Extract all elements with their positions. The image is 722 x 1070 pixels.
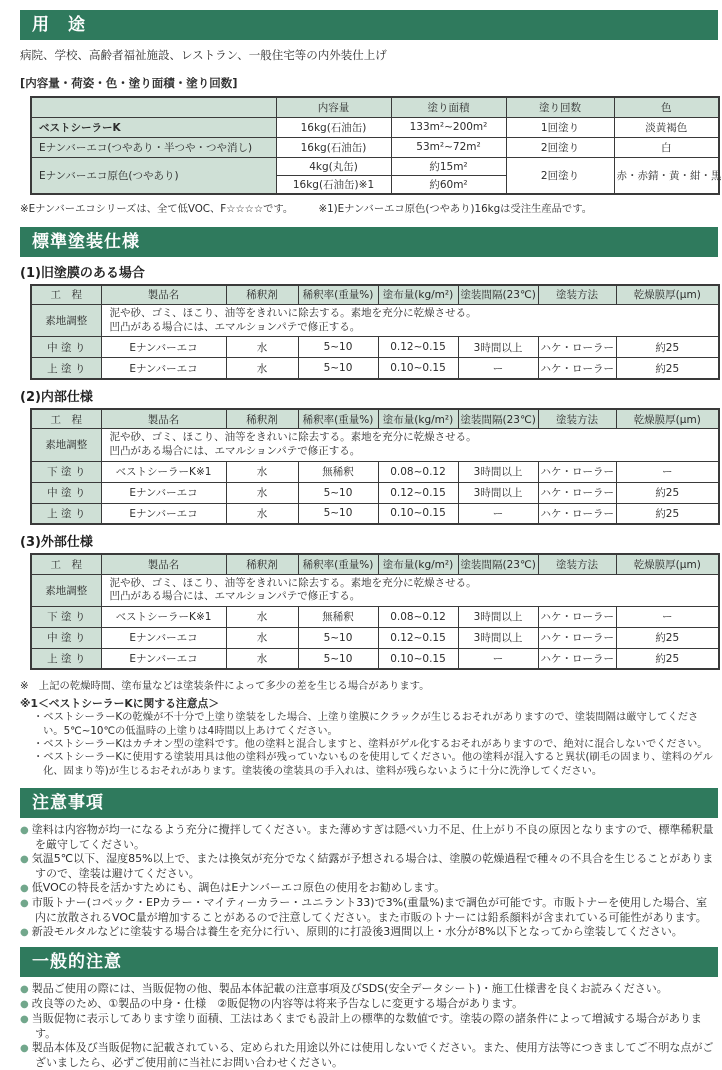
product-cell: Eナンバーエコ xyxy=(101,358,226,379)
area-cell: 133m²~200m² xyxy=(391,117,506,137)
column-header-dilution: 稀釈率(重量%) xyxy=(298,554,378,574)
spread-rate-cell: 0.12~0.15 xyxy=(378,337,458,358)
method-cell: ハケ・ローラー xyxy=(538,606,616,627)
column-header-interval: 塗装間隔(23℃) xyxy=(458,285,538,305)
method-cell: ハケ・ローラー xyxy=(538,358,616,379)
substrate-description-cell xyxy=(101,429,719,461)
caution-text: 低VOCの特長を活かすためにも、調色はEナンバーエコ原色の使用をお勧めします。 xyxy=(31,880,446,894)
substrate-desc-line1: 泥や砂、ゴミ、ほこり、油等をきれいに除去する。素地を充分に乾燥させる。 xyxy=(109,431,477,444)
general-notes-list xyxy=(20,982,718,1069)
column-header-film-thickness: 乾燥膜厚(μm) xyxy=(616,409,719,429)
volume-cell: 4kg(丸缶) xyxy=(276,157,391,175)
thinner-cell: 水 xyxy=(226,461,298,482)
spec-table-3 xyxy=(30,553,720,670)
column-header-spread-rate: 塗布量(kg/m²) xyxy=(378,409,458,429)
caution-item xyxy=(20,823,718,852)
thinner-cell: 水 xyxy=(226,648,298,669)
column-header-process: 工 程 xyxy=(31,554,101,574)
product-cell: Eナンバーエコ xyxy=(101,482,226,503)
volume-cell: 16kg(石油缶) xyxy=(276,137,391,157)
area-cell: 約15m² xyxy=(391,157,506,175)
table-row xyxy=(31,627,719,648)
table-row xyxy=(31,337,719,358)
table-header-row xyxy=(31,554,719,574)
process-cell: 下 塗 り xyxy=(31,606,101,627)
process-cell: 中 塗 り xyxy=(31,627,101,648)
column-header-film-thickness: 乾燥膜厚(μm) xyxy=(616,554,719,574)
column-header-color: 色 xyxy=(614,97,719,117)
interval-cell: 3時間以上 xyxy=(458,337,538,358)
section-header-usage: 用 途 xyxy=(20,10,718,40)
caution-text: 新設モルタルなどに塗装する場合は養生を充分に行い、原則的に打設後3週間以上・水分が8%以下となってから塗装してください。 xyxy=(31,924,683,938)
spread-rate-cell: 0.12~0.15 xyxy=(378,627,458,648)
table-row xyxy=(31,606,719,627)
product-cell: Eナンバーエコ xyxy=(101,503,226,524)
substrate-description-cell xyxy=(101,574,719,606)
column-header-spread-rate: 塗布量(kg/m²) xyxy=(378,285,458,305)
spec-general-note: ※ 上記の乾燥時間、塗布量などは塗装条件によって多少の差を生じる場合があります。 xyxy=(20,680,430,693)
dilution-cell: 5~10 xyxy=(298,503,378,524)
general-note-text: 改良等のため、①製品の中身・仕様 ②販促物の内容等は将来予告なしに変更する場合があります。 xyxy=(31,997,524,1011)
bullet-icon: ● xyxy=(20,926,29,938)
substrate-desc-line1: 泥や砂、ゴミ、ほこり、油等をきれいに除去する。素地を充分に乾燥させる。 xyxy=(109,307,477,319)
product-name-cell: Eナンバーエコ(つやあり・半つや・つや消し) xyxy=(31,137,276,157)
general-note-item xyxy=(20,997,718,1012)
substrate-row xyxy=(31,305,719,337)
column-header-coats: 塗り回数 xyxy=(506,97,614,117)
caution-item xyxy=(20,881,718,896)
process-cell: 下 塗 り xyxy=(31,461,101,482)
table-row xyxy=(31,503,719,524)
spread-rate-cell: 0.10~0.15 xyxy=(378,503,458,524)
dilution-cell: 無稀釈 xyxy=(298,606,378,627)
packaging-bracket-label: [内容量・荷姿・色・塗り面積・塗り回数] xyxy=(20,76,238,90)
film-thickness-cell: 約25 xyxy=(616,482,719,503)
column-header-product: 製品名 xyxy=(101,409,226,429)
product-name-cell: ベストシーラーK xyxy=(31,117,276,137)
footnote-order-product: ※1)Eナンバーエコ原色(つやあり)16kgは受注生産品です。 xyxy=(318,202,592,215)
coats-cell: 2回塗り xyxy=(506,137,614,157)
color-cell: 白 xyxy=(614,137,719,157)
dilution-cell: 5~10 xyxy=(298,482,378,503)
sealer-note-list xyxy=(33,711,718,778)
substrate-desc-line1: 泥や砂、ゴミ、ほこり、油等をきれいに除去する。素地を充分に乾燥させる。 xyxy=(109,576,477,589)
interval-cell: 3時間以上 xyxy=(458,461,538,482)
spread-rate-cell: 0.10~0.15 xyxy=(378,648,458,669)
product-cell: Eナンバーエコ xyxy=(101,648,226,669)
spread-rate-cell: 0.12~0.15 xyxy=(378,482,458,503)
column-header-process: 工 程 xyxy=(31,285,101,305)
film-thickness-cell: 約25 xyxy=(616,648,719,669)
method-cell: ハケ・ローラー xyxy=(538,461,616,482)
sealer-note-item: ・ベストシーラーKはカチオン型の塗料です。他の塗料と混合しますと、塗料がゲル化するおそれがありますので、絶対に混合しないでください。 xyxy=(33,738,708,751)
table-row xyxy=(31,137,719,157)
dilution-cell: 無稀釈 xyxy=(298,461,378,482)
color-cell: 淡黄褐色 xyxy=(614,117,719,137)
process-cell: 素地調整 xyxy=(31,574,101,606)
bullet-icon: ● xyxy=(20,999,29,1011)
caution-text: 気温5℃以下、湿度85%以上で、または換気が充分でなく結露が予想される場合は、塗膜の乾燥過程で種々の不具合を生じることがありますので、塗装は避けてください。 xyxy=(31,852,714,880)
film-thickness-cell: ー xyxy=(616,461,719,482)
general-note-text: 製品ご使用の際には、当販促物の他、製品本体記載の注意事項及びSDS(安全データシート)・施工仕様書を良くお読みください。 xyxy=(31,982,668,996)
usage-intro-text: 病院、学校、高齢者福祉施設、レストラン、一般住宅等の内外装仕上げ xyxy=(20,48,387,62)
sealer-note-item: ・ベストシーラーKに使用する塗装用具は他の塗料が残っていないものを使用してください。他の塗料が混入すると異状(刷毛の固まり、塗料のゲル化、固まり等)が生じるおそれがあります。塗装後の塗装具の手入れは、塗料が残らないように十分に洗浄してください。 xyxy=(33,751,713,777)
area-cell: 53m²~72m² xyxy=(391,137,506,157)
thinner-cell: 水 xyxy=(226,337,298,358)
column-header-product: 製品名 xyxy=(101,285,226,305)
dilution-cell: 5~10 xyxy=(298,358,378,379)
process-cell: 素地調整 xyxy=(31,305,101,337)
column-header-interval: 塗装間隔(23℃) xyxy=(458,409,538,429)
section-header-spec: 標準塗装仕様 xyxy=(20,227,718,257)
thinner-cell: 水 xyxy=(226,358,298,379)
column-header-thinner: 稀釈剤 xyxy=(226,554,298,574)
thinner-cell: 水 xyxy=(226,606,298,627)
spec-table-2 xyxy=(30,408,720,525)
spec-subheading-3: (3)外部仕様 xyxy=(20,535,93,551)
caution-item xyxy=(20,852,718,881)
volume-cell: 16kg(石油缶) xyxy=(276,117,391,137)
interval-cell: ー xyxy=(458,358,538,379)
sealer-note-item: ・ベストシーラーKの乾燥が不十分で上塗り塗装をした場合、上塗り塗膜にクラックが生じるおそれがありますので、塗装間隔は厳守してください。5℃~10℃の低温時の上塗りは4時間以上あけてください。 xyxy=(33,711,699,737)
spread-rate-cell: 0.08~0.12 xyxy=(378,606,458,627)
film-thickness-cell: 約25 xyxy=(616,503,719,524)
general-note-item xyxy=(20,1041,718,1070)
thinner-cell: 水 xyxy=(226,503,298,524)
caution-text: 市販トナー(コペック・EPカラー・マイティーカラー・ユニラント33)で3%(重量%)まで調色が可能です。市販トナーを使用した場合、室内に放散されるVOC量が増加することがあるので注意してください。また市販のトナーには鉛系顔料が含まれている可能性があります。 xyxy=(31,895,708,924)
method-cell: ハケ・ローラー xyxy=(538,482,616,503)
bullet-icon: ● xyxy=(20,854,29,866)
film-thickness-cell: 約25 xyxy=(616,358,719,379)
table-row xyxy=(31,461,719,482)
spec-subheading-1: (1)旧塗膜のある場合 xyxy=(20,265,145,281)
method-cell: ハケ・ローラー xyxy=(538,503,616,524)
thinner-cell: 水 xyxy=(226,627,298,648)
method-cell: ハケ・ローラー xyxy=(538,337,616,358)
method-cell: ハケ・ローラー xyxy=(538,648,616,669)
film-thickness-cell: ー xyxy=(616,606,719,627)
method-cell: ハケ・ローラー xyxy=(538,627,616,648)
general-note-item xyxy=(20,1012,718,1041)
cautions-list xyxy=(20,823,718,939)
table-row xyxy=(31,482,719,503)
dilution-cell: 5~10 xyxy=(298,648,378,669)
column-header-spread-rate: 塗布量(kg/m²) xyxy=(378,554,458,574)
column-header-method: 塗装方法 xyxy=(538,285,616,305)
general-note-text: 当販促物に表示してあります塗り面積、工法はあくまでも設計上の標準的な数値です。塗装の際の諸条件によって増減する場合があります。 xyxy=(31,1012,702,1040)
column-header-dilution: 稀釈率(重量%) xyxy=(298,285,378,305)
thinner-cell: 水 xyxy=(226,482,298,503)
bullet-icon: ● xyxy=(20,897,29,909)
interval-cell: 3時間以上 xyxy=(458,482,538,503)
dilution-cell: 5~10 xyxy=(298,627,378,648)
section-header-cautions: 注意事項 xyxy=(20,788,718,818)
area-cell: 約60m² xyxy=(391,175,506,194)
general-note-item xyxy=(20,982,718,997)
process-cell: 中 塗 り xyxy=(31,482,101,503)
spec-subheading-2: (2)内部仕様 xyxy=(20,389,93,405)
packaging-table xyxy=(30,96,720,195)
column-header-method: 塗装方法 xyxy=(538,409,616,429)
substrate-desc-line2: 凹凸がある場合には、エマルションパテで修正する。 xyxy=(109,320,361,333)
interval-cell: 3時間以上 xyxy=(458,606,538,627)
substrate-desc-line2: 凹凸がある場合には、エマルションパテで修正する。 xyxy=(109,590,361,603)
substrate-desc-line2: 凹凸がある場合には、エマルションパテで修正する。 xyxy=(109,444,361,457)
column-header-interval: 塗装間隔(23℃) xyxy=(458,554,538,574)
product-cell: Eナンバーエコ xyxy=(101,627,226,648)
volume-cell: 16kg(石油缶)※1 xyxy=(276,175,391,194)
column-header-thinner: 稀釈剤 xyxy=(226,409,298,429)
process-cell: 素地調整 xyxy=(31,429,101,461)
bullet-icon: ● xyxy=(20,1014,29,1026)
process-cell: 上 塗 り xyxy=(31,648,101,669)
process-cell: 上 塗 り xyxy=(31,358,101,379)
process-cell: 上 塗 り xyxy=(31,503,101,524)
spec-table-1 xyxy=(30,284,720,380)
bullet-icon: ● xyxy=(20,882,29,894)
column-header-area: 塗り面積 xyxy=(391,97,506,117)
table-row xyxy=(31,648,719,669)
product-name-cell: Eナンバーエコ原色(つやあり) xyxy=(31,157,276,194)
spread-rate-cell: 0.10~0.15 xyxy=(378,358,458,379)
general-note-text: 製品本体及び当販促物に記載されている、定められた用途以外には使用しないでください。また、使用方法等につきましてご不明な点がございましたら、必ずご使用前に当社にお問い合わせください。 xyxy=(31,1040,714,1069)
product-cell: Eナンバーエコ xyxy=(101,337,226,358)
sealer-note-title: ※1＜ベストシーラーKに関する注意点＞ xyxy=(20,697,220,711)
bullet-icon: ● xyxy=(20,984,29,996)
interval-cell: 3時間以上 xyxy=(458,627,538,648)
bullet-icon: ● xyxy=(20,1042,29,1054)
table-row xyxy=(31,117,719,137)
color-cell: 赤・赤錆・黄・紺・黒 xyxy=(614,157,719,194)
coats-cell: 1回塗り xyxy=(506,117,614,137)
spread-rate-cell: 0.08~0.12 xyxy=(378,461,458,482)
column-header-method: 塗装方法 xyxy=(538,554,616,574)
table-header-row xyxy=(31,285,719,305)
substrate-description-cell xyxy=(101,305,719,337)
film-thickness-cell: 約25 xyxy=(616,627,719,648)
section-header-general: 一般的注意 xyxy=(20,947,718,977)
product-cell: ベストシーラーK※1 xyxy=(101,606,226,627)
coats-cell: 2回塗り xyxy=(506,157,614,194)
packaging-footnotes xyxy=(20,200,718,215)
product-cell: ベストシーラーK※1 xyxy=(101,461,226,482)
caution-item xyxy=(20,896,718,925)
column-header-product xyxy=(31,97,276,117)
process-cell: 中 塗 り xyxy=(31,337,101,358)
table-row xyxy=(31,157,719,175)
column-header-process: 工 程 xyxy=(31,409,101,429)
table-header-row xyxy=(31,97,719,117)
caution-item xyxy=(20,925,718,940)
column-header-dilution: 稀釈率(重量%) xyxy=(298,409,378,429)
table-header-row xyxy=(31,409,719,429)
table-row xyxy=(31,358,719,379)
interval-cell: ー xyxy=(458,648,538,669)
substrate-row xyxy=(31,429,719,461)
dilution-cell: 5~10 xyxy=(298,337,378,358)
film-thickness-cell: 約25 xyxy=(616,337,719,358)
column-header-thinner: 稀釈剤 xyxy=(226,285,298,305)
interval-cell: ー xyxy=(458,503,538,524)
column-header-volume: 内容量 xyxy=(276,97,391,117)
substrate-row xyxy=(31,574,719,606)
footnote-voc: ※Eナンバーエコシリーズは、全て低VOC、F☆☆☆☆です。 xyxy=(20,202,294,215)
caution-text: 塗料は内容物が均一になるよう充分に攪拌してください。また薄めすぎは隠ぺい力不足、仕上がり不良の原因となりますので、標準稀釈量を厳守してください。 xyxy=(31,823,714,852)
bullet-icon: ● xyxy=(20,825,29,837)
column-header-film-thickness: 乾燥膜厚(μm) xyxy=(616,285,719,305)
column-header-product: 製品名 xyxy=(101,554,226,574)
